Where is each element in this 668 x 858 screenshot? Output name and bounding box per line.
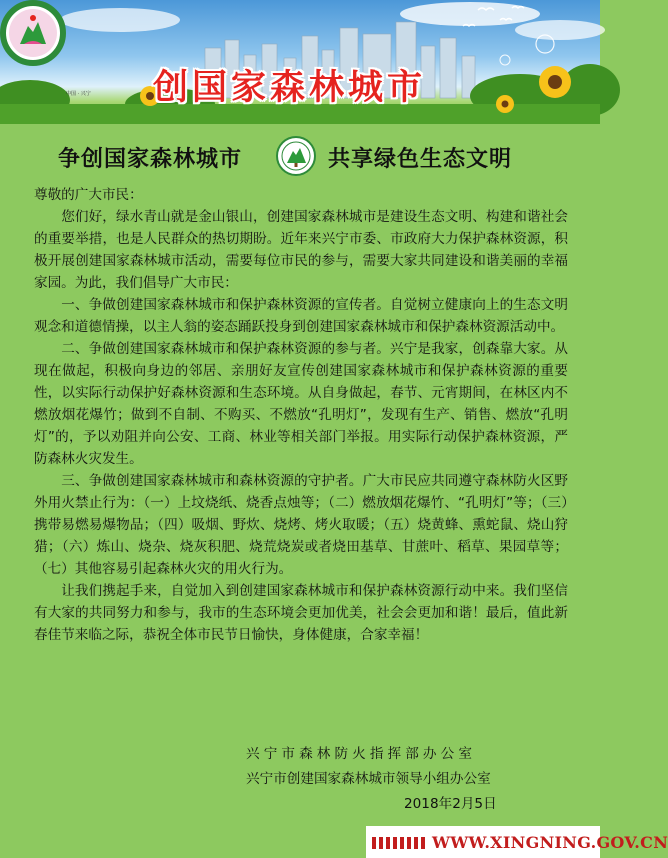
banner-title: 创国家森林城市 xyxy=(153,68,427,108)
forest-city-logo-icon xyxy=(0,0,66,66)
site-url-link[interactable]: WWW.XINGNING.GOV.CN xyxy=(432,833,668,852)
logo-city-caption: 中国 · 兴宁 xyxy=(66,91,91,97)
signature-date: 2018年2月5日 xyxy=(404,796,497,812)
signature-org-1: 兴宁市森林防火指挥部办公室 xyxy=(246,746,477,762)
heading-right: 共享绿色生态文明 xyxy=(328,147,513,172)
open-letter xyxy=(34,184,568,646)
footer-watermark xyxy=(366,826,668,858)
letter-paragraph: 二、争做创建国家森林城市和保护森林资源的参与者。兴宁是我家，创森靠大家。从现在做起，积极向身边的邻居、亲朋好友宣传创建国家森林城市和保护森林资源的重要性，以实际行动保护好森林资源和生态环境。从自身做起，春节、元宵期间，在林区内不燃放烟花爆竹；做到不自制、不购买、不燃放“孔明灯”，发现有生产、销售、燃放“孔明灯”的，予以劝阻并向公安、工商、林业等相关部门举报。用实际行动保护森林资源，严防森林火灾发生。 xyxy=(34,341,568,467)
page-heading xyxy=(0,134,600,178)
letter-paragraph: 一、争做创建国家森林城市和保护森林资源的宣传者。自觉树立健康向上的生态文明观念和道德情操，以主人翁的姿态踊跃投身到创建国家森林城市和保护森林资源活动中。 xyxy=(34,297,568,335)
letter-paragraph: 您们好，绿水青山就是金山银山，创建国家森林城市是建设生态文明、构建和谐社会的重要举措，也是人民群众的热切期盼。近年来兴宁市委、市政府大力保护森林资源，积极开展创建国家森林城市活动，需要每位市民的参与，需要大家共同建设和谐美丽的幸福家园。为此，我们倡导广大市民： xyxy=(34,209,568,291)
heading-left: 争创国家森林城市 xyxy=(58,147,243,172)
forest-badge-icon xyxy=(276,136,316,176)
top-banner xyxy=(0,0,600,124)
signature-org-2: 兴宁市创建国家森林城市领导小组办公室 xyxy=(246,771,491,787)
letter-paragraph: 让我们携起手来，自觉加入到创建国家森林城市和保护森林资源行动中来。我们坚信有大家的共同努力和参与，我市的生态环境会更加优美，社会会更加和谐！最后，值此新春佳节来临之际，恭祝全体市民节日愉快，身体健康，合家幸福！ xyxy=(34,583,568,643)
letter-greeting: 尊敬的广大市民： xyxy=(34,187,143,203)
stripe-decoration xyxy=(372,837,428,849)
letter-paragraph: 三、争做创建国家森林城市和森林资源的守护者。广大市民应共同遵守森林防火区野外用火禁止行为：（一）上坟烧纸、烧香点烛等；（二）燃放烟花爆竹、“孔明灯”等；（三）携带易燃易爆物品；（四）吸烟、野炊、烧烤、烤火取暖；（五）烧黄蜂、熏蛇鼠、烧山狩猎；（六）炼山、烧杂、烧灰积肥、烧荒烧炭或者烧田基草、甘蔗叶、稻草、果园草等；（七）其他容易引起森林火灾的用火行为。 xyxy=(34,473,568,577)
